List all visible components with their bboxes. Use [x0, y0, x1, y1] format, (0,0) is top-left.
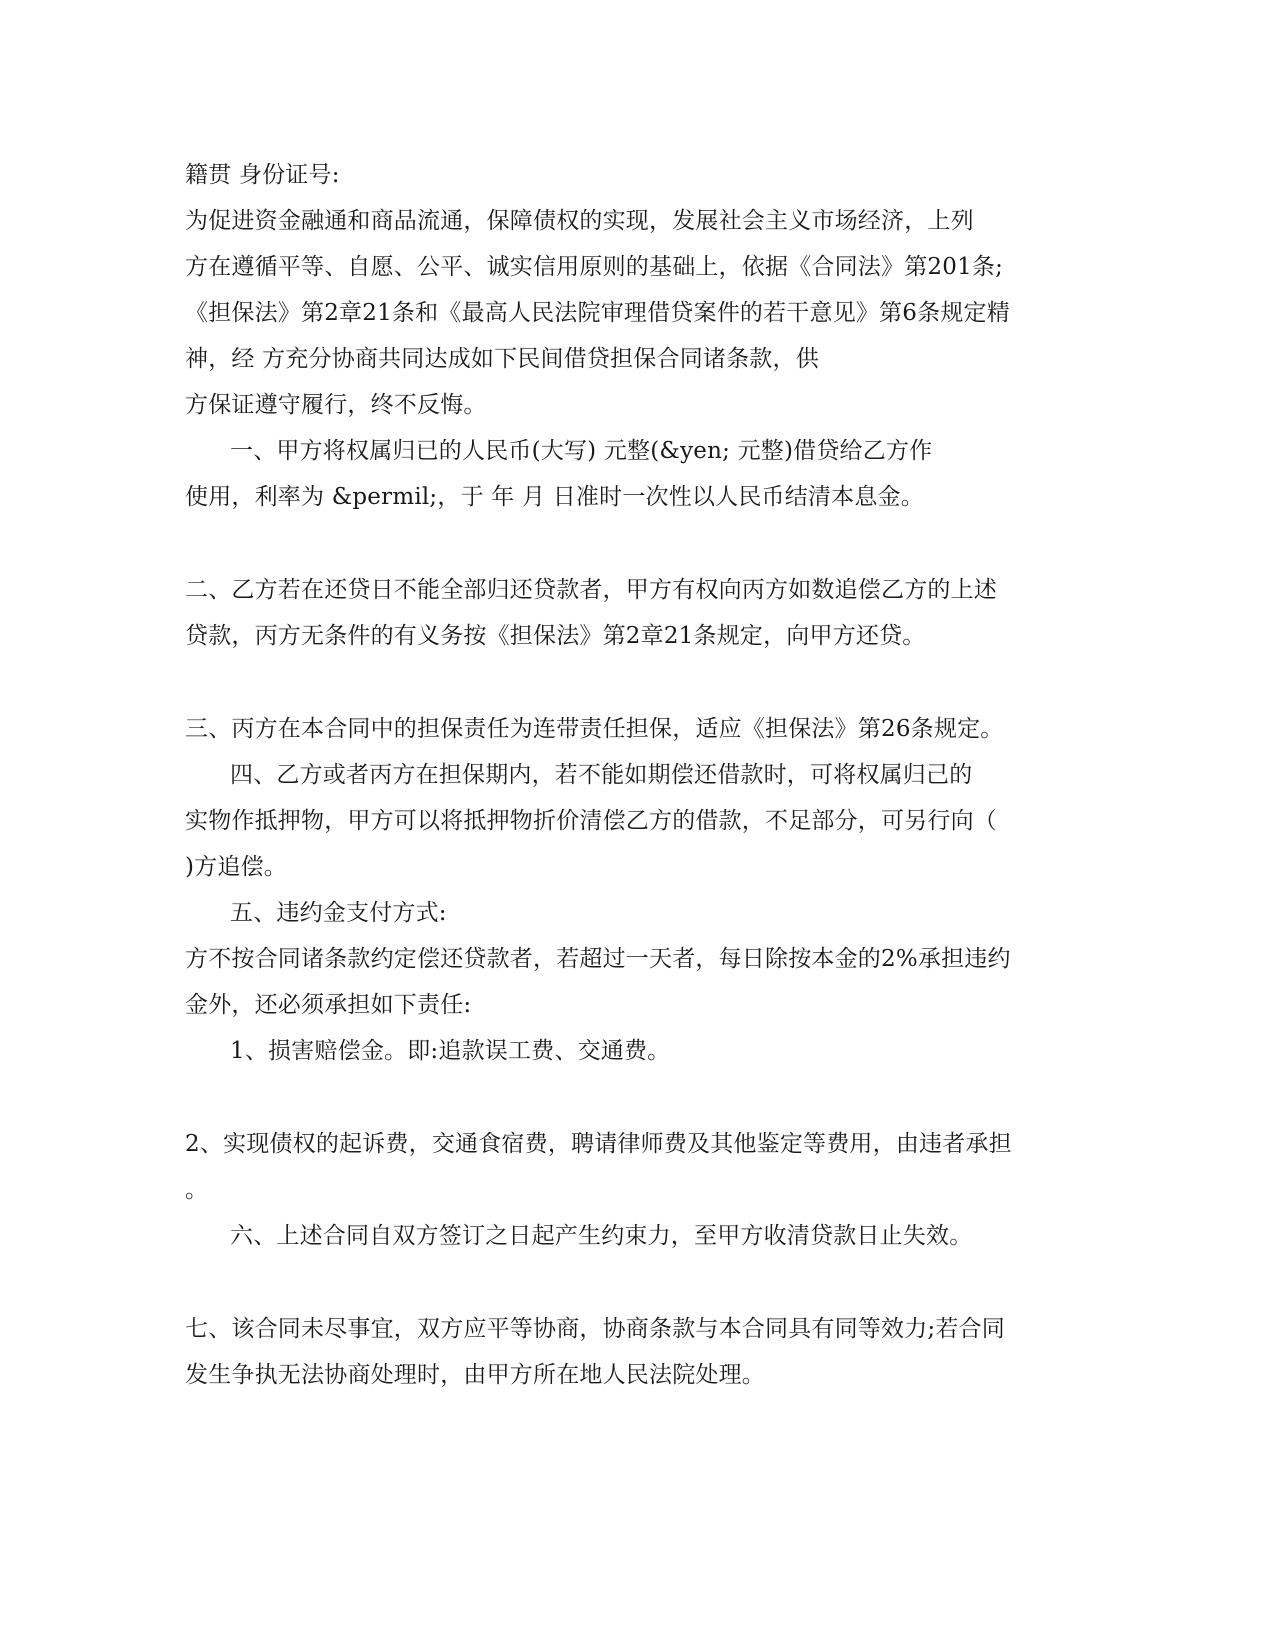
clause-5-item-2-line-2: 。	[185, 1177, 209, 1203]
clause-7-line-1: 七、该合同未尽事宜，双方应平等协商，协商条款与本合同具有同等效力;若合同	[185, 1316, 1005, 1342]
text-line-preamble-5: 方保证遵守履行，终不反悔。	[185, 392, 487, 418]
clause-3-line-1: 三、丙方在本合同中的担保责任为连带责任担保，适应《担保法》第26条规定。	[185, 716, 1004, 742]
clause-5-line-2: 金外，还必须承担如下责任:	[185, 992, 472, 1018]
clause-5-item-1: 1、损害赔偿金。即:追款误工费、交通费。	[230, 1038, 671, 1064]
clause-5-heading: 五、违约金支付方式:	[230, 900, 447, 926]
clause-4-line-2: 实物作抵押物，甲方可以将抵押物折价清偿乙方的借款，不足部分，可另行向（	[185, 808, 997, 834]
clause-5-item-2-line-1: 2、实现债权的起诉费，交通食宿费，聘请律师费及其他鉴定等费用，由违者承担	[185, 1131, 1012, 1157]
text-line-preamble-2: 方在遵循平等、自愿、公平、诚实信用原则的基础上，依据《合同法》第201条;	[185, 254, 1004, 280]
text-line-preamble-1: 为促进资金融通和商品流通，保障债权的实现，发展社会主义市场经济，上列	[185, 208, 974, 234]
text-line-native-place-id: 籍贯 身份证号:	[185, 162, 340, 188]
clause-2-line-2: 贷款，丙方无条件的有义务按《担保法》第2章21条规定，向甲方还贷。	[185, 623, 926, 649]
clause-4-line-3: )方追偿。	[185, 854, 287, 880]
clause-5-line-1: 方不按合同诸条款约定偿还贷款者，若超过一天者，每日除按本金的2%承担违约	[185, 946, 1011, 972]
clause-1-line-1: 一、甲方将权属归已的人民币(大写) 元整(&yen; 元整)借贷给乙方作	[230, 438, 933, 464]
clause-1-line-2: 使用，利率为 &permil;，于 年 月 日准时一次性以人民币结清本息金。	[185, 484, 924, 510]
clause-2-line-1: 二、乙方若在还贷日不能全部归还贷款者，甲方有权向丙方如数追偿乙方的上述	[185, 577, 997, 603]
clause-7-line-2: 发生争执无法协商处理时，由甲方所在地人民法院处理。	[185, 1362, 765, 1388]
text-line-preamble-3: 《担保法》第2章21条和《最高人民法院审理借贷案件的若干意见》第6条规定精	[185, 300, 1010, 326]
clause-4-line-1: 四、乙方或者丙方在担保期内，若不能如期偿还借款时，可将权属归己的	[230, 762, 973, 788]
text-line-preamble-4: 神，经 方充分协商共同达成如下民间借贷担保合同诸条款，供	[185, 346, 819, 372]
clause-6-line-1: 六、上述合同自双方签订之日起产生约束力，至甲方收清贷款日止失效。	[230, 1223, 973, 1249]
